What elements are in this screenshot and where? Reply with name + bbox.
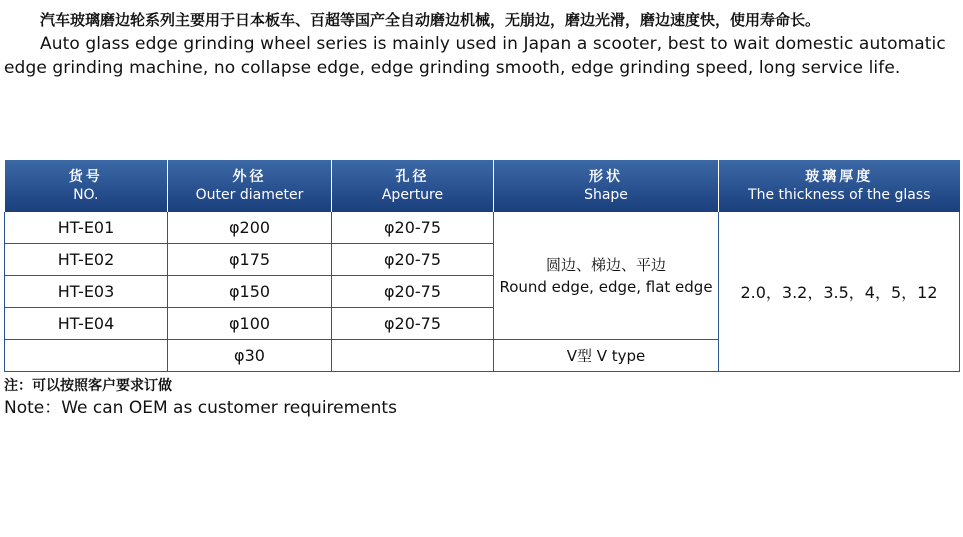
cell-aperture: φ20-75 — [332, 244, 494, 276]
cell-outer-diameter: φ30 — [168, 340, 332, 372]
header-no — [5, 160, 168, 212]
header-outer-zh: 外径 — [232, 169, 267, 185]
note — [4, 375, 397, 419]
intro-chinese: 汽车玻璃磨边轮系列主要用于日本板车、百超等国产全自动磨边机械，无崩边，磨边光滑，磨边速度快，使用寿命长。 — [40, 11, 821, 29]
cell-no: HT-E02 — [5, 244, 168, 276]
cell-no: HT-E03 — [5, 276, 168, 308]
note-chinese: 注：可以按照客户要求订做 — [4, 378, 172, 394]
cell-aperture: φ20-75 — [332, 308, 494, 340]
header-thickness-en: The thickness of the glass — [748, 187, 931, 203]
cell-no — [5, 340, 168, 372]
header-thickness-zh: 玻璃厚度 — [805, 169, 874, 185]
header-shape-en: Shape — [584, 187, 628, 203]
table-row — [5, 212, 960, 244]
intro-english: Auto glass edge grinding wheel series is mainly used in Japan a scooter, best to wait domestic automatic edge grinding machine, no collapse edge, edge grinding smooth, edge grinding speed, long service life. — [4, 34, 946, 78]
header-outer-en: Outer diameter — [195, 187, 304, 203]
table-header-row — [5, 160, 960, 212]
cell-aperture: φ20-75 — [332, 212, 494, 244]
header-aperture-en: Aperture — [381, 187, 444, 203]
cell-outer-diameter: φ150 — [168, 276, 332, 308]
cell-outer-diameter: φ175 — [168, 244, 332, 276]
header-aperture — [332, 160, 494, 212]
spec-table — [4, 160, 960, 372]
cell-no: HT-E01 — [5, 212, 168, 244]
shape-main-zh: 圆边、梯边、平边 — [545, 255, 666, 274]
cell-outer-diameter: φ200 — [168, 212, 332, 244]
header-thickness — [719, 160, 960, 212]
cell-aperture — [332, 340, 494, 372]
cell-shape-main — [494, 212, 719, 340]
header-no-en: NO. — [73, 187, 99, 203]
header-shape-zh: 形状 — [589, 169, 623, 185]
intro-text — [4, 8, 959, 80]
cell-outer-diameter: φ100 — [168, 308, 332, 340]
header-aperture-zh: 孔径 — [395, 169, 430, 185]
note-english: Note：We can OEM as customer requirements — [4, 398, 397, 418]
header-outer-diameter — [168, 160, 332, 212]
header-no-zh: 货号 — [68, 169, 103, 185]
cell-no: HT-E04 — [5, 308, 168, 340]
cell-shape-v: V型 V type — [494, 340, 719, 372]
cell-thickness: 2.0，3.2，3.5，4，5，12 — [719, 212, 960, 372]
shape-main-en: Round edge, edge, flat edge — [499, 277, 713, 296]
header-shape — [494, 160, 719, 212]
cell-aperture: φ20-75 — [332, 276, 494, 308]
